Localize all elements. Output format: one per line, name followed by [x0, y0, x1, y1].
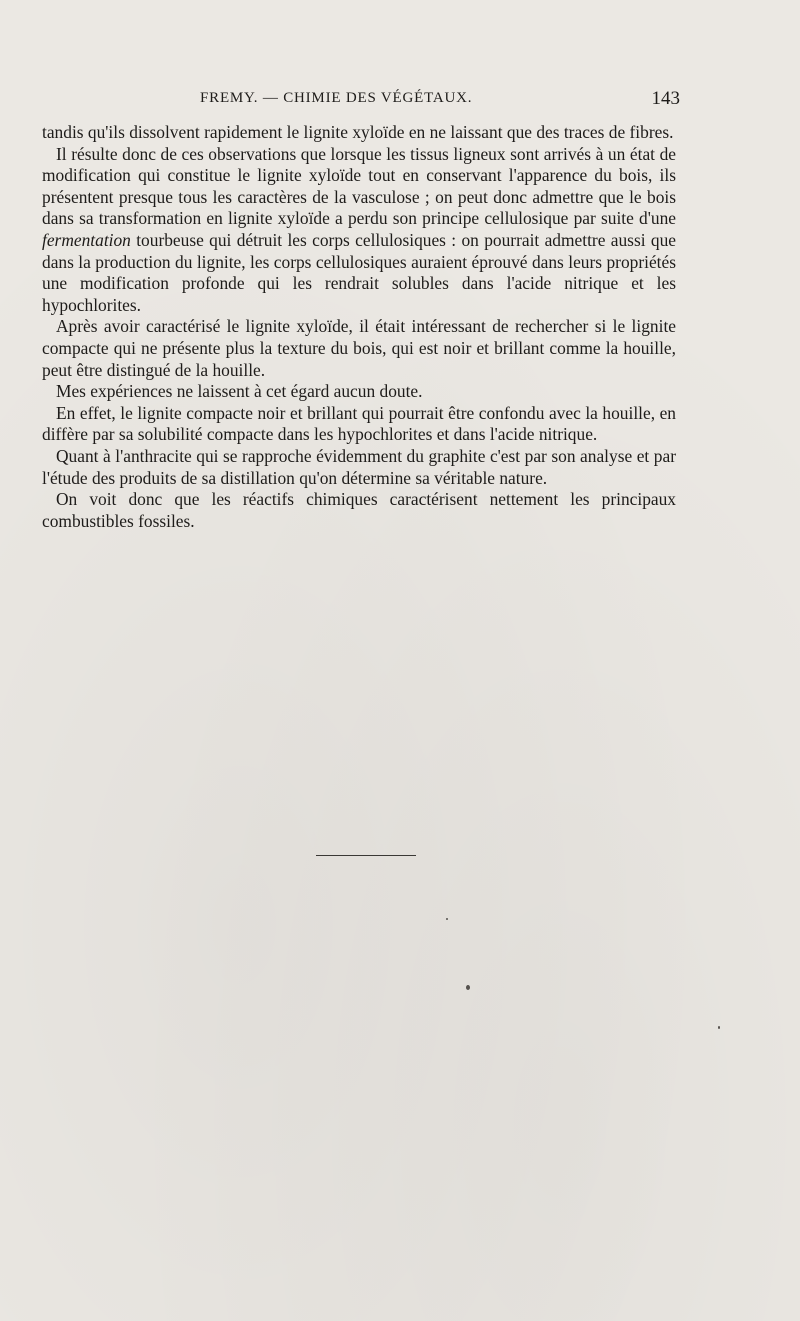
- running-title: FREMY. — CHIMIE DES VÉGÉTAUX.: [200, 90, 473, 106]
- paragraph-6: Quant à l'anthracite qui se rapproche évidemment du graphite c'est par son analyse et par l'étude des produits de sa distillation qu'on détermine sa véritable nature.: [42, 445, 676, 488]
- ink-speck: [446, 918, 448, 920]
- paragraph-2-text-after: tourbeuse qui détruit les corps cellulosiques : on pourrait admettre aussi que dans la production du lignite, les corps cellulosiques auraient éprouvé dans leurs propriétés une modification profonde qui les rendrait solubles dans l'acide nitrique et les hypochlorites.: [42, 229, 676, 315]
- paragraph-1: tandis qu'ils dissolvent rapidement le lignite xyloïde en ne laissant que des traces de fibres.: [42, 122, 674, 142]
- body-text: [42, 122, 676, 532]
- page-number: 143: [651, 88, 680, 109]
- ink-speck: [718, 1026, 720, 1029]
- paragraph-2-text-before: Il résulte donc de ces observations que lorsque les tissus ligneux sont arrivés à un état de modification qui constitue le lignite xyloïde tout en conservant l'apparence du bois, ils présentent presque tous les caractères de la vasculose ; on peut donc admettre que le bois dans sa transformation en lignite xyloïde a perdu son principe cellulosique par suite d'une: [42, 143, 676, 229]
- running-header: [150, 90, 680, 112]
- end-rule: [316, 855, 416, 856]
- paragraph-2: [42, 144, 676, 317]
- paragraph-4: Mes expériences ne laissent à cet égard aucun doute.: [56, 381, 423, 402]
- paragraph-2-emphasis: fermentation: [42, 229, 131, 250]
- paragraph-5: En effet, le lignite compacte noir et brillant qui pourrait être confondu avec la houille, en diffère par sa solubilité compacte dans les hypochlorites et dans l'acide nitrique.: [42, 402, 676, 445]
- paragraph-7: On voit donc que les réactifs chimiques caractérisent nettement les principaux combustibles fossiles.: [42, 489, 676, 531]
- paragraph-3: Après avoir caractérisé le lignite xyloïde, il était intéressant de rechercher si le lignite compacte qui ne présente plus la texture du bois, qui est noir et brillant comme la houille, peut être distingué de la houille.: [42, 316, 676, 380]
- ink-speck: [466, 985, 470, 990]
